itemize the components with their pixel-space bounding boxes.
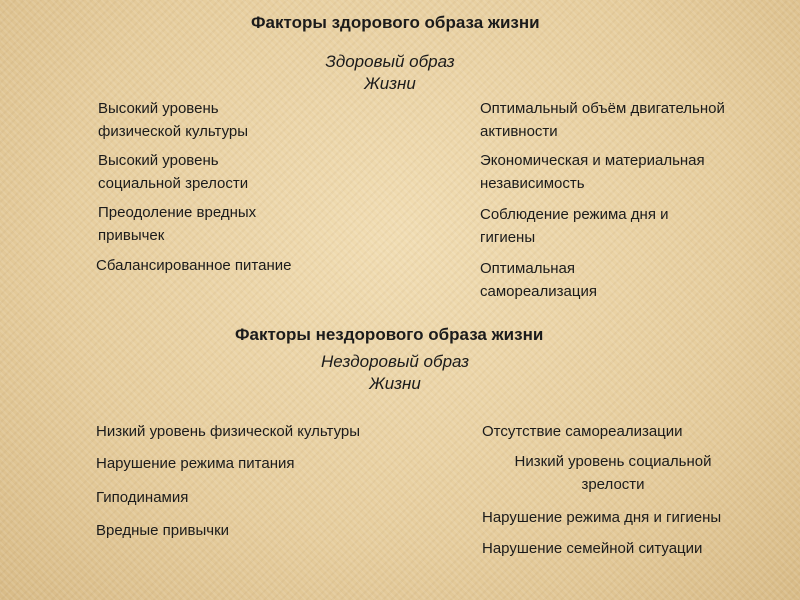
healthy-subtitle-line1: Здоровый образ bbox=[325, 52, 455, 71]
unhealthy-right-item-1-line1: Отсутствие самореализации bbox=[482, 423, 683, 440]
healthy-right-item-4-line2: самореализация bbox=[480, 283, 597, 300]
healthy-left-item-4 bbox=[96, 254, 291, 277]
unhealthy-subtitle bbox=[305, 351, 485, 395]
unhealthy-right-item-2-line1: Низкий уровень социальной bbox=[514, 453, 712, 470]
unhealthy-subtitle-line2: Жизни bbox=[369, 374, 421, 393]
unhealthy-right-item-2 bbox=[484, 450, 742, 496]
healthy-right-item-2-line2: независимость bbox=[480, 175, 585, 192]
healthy-left-item-2-line2: социальной зрелости bbox=[98, 175, 249, 192]
healthy-right-item-1 bbox=[480, 97, 725, 143]
healthy-left-item-1-line2: физической культуры bbox=[98, 123, 249, 140]
healthy-subtitle-line2: Жизни bbox=[364, 74, 416, 93]
unhealthy-left-item-3: Гиподинамия bbox=[96, 489, 189, 506]
unhealthy-right-item-1 bbox=[482, 420, 683, 443]
unhealthy-left-item-2: Нарушение режима питания bbox=[96, 455, 295, 472]
healthy-subtitle bbox=[300, 51, 480, 95]
healthy-right-item-3-line1: Соблюдение режима дня и bbox=[480, 206, 669, 223]
healthy-left-item-1 bbox=[98, 97, 248, 143]
healthy-right-item-1-line1: Оптимальный объём двигательной bbox=[480, 100, 725, 117]
healthy-left-item-2 bbox=[98, 149, 248, 195]
healthy-left-item-3 bbox=[98, 201, 256, 247]
unhealthy-right-item-4-line1: Нарушение семейной ситуации bbox=[482, 540, 703, 557]
healthy-right-item-2-line1: Экономическая и материальная bbox=[480, 152, 705, 169]
healthy-right-item-4-line1: Оптимальная bbox=[480, 260, 576, 277]
unhealthy-right-item-4 bbox=[482, 537, 702, 560]
unhealthy-right-item-3 bbox=[482, 506, 721, 529]
healthy-title: Факторы здорового образа жизни bbox=[251, 13, 540, 32]
healthy-left-item-2-line1: Высокий уровень bbox=[98, 152, 219, 169]
unhealthy-subtitle-line1: Нездоровый образ bbox=[320, 352, 470, 371]
unhealthy-left-item-4: Вредные привычки bbox=[96, 522, 230, 539]
healthy-left-item-3-line1: Преодоление вредных bbox=[98, 204, 257, 221]
healthy-right-item-2 bbox=[480, 149, 705, 195]
unhealthy-right-item-3-line1: Нарушение режима дня и гигиены bbox=[482, 509, 722, 526]
healthy-right-item-3 bbox=[480, 203, 669, 249]
healthy-left-item-3-line2: привычек bbox=[98, 227, 165, 244]
unhealthy-left-item-1: Низкий уровень физической культуры bbox=[96, 423, 361, 440]
unhealthy-title: Факторы нездорового образа жизни bbox=[235, 325, 544, 344]
healthy-left-item-1-line1: Высокий уровень bbox=[98, 100, 219, 117]
healthy-left-item-4-line1: Сбалансированное питание bbox=[96, 257, 292, 274]
healthy-right-item-3-line2: гигиены bbox=[480, 229, 536, 246]
healthy-right-item-1-line2: активности bbox=[480, 123, 558, 140]
healthy-right-item-4 bbox=[480, 257, 597, 303]
unhealthy-right-item-2-line2: зрелости bbox=[581, 476, 645, 493]
